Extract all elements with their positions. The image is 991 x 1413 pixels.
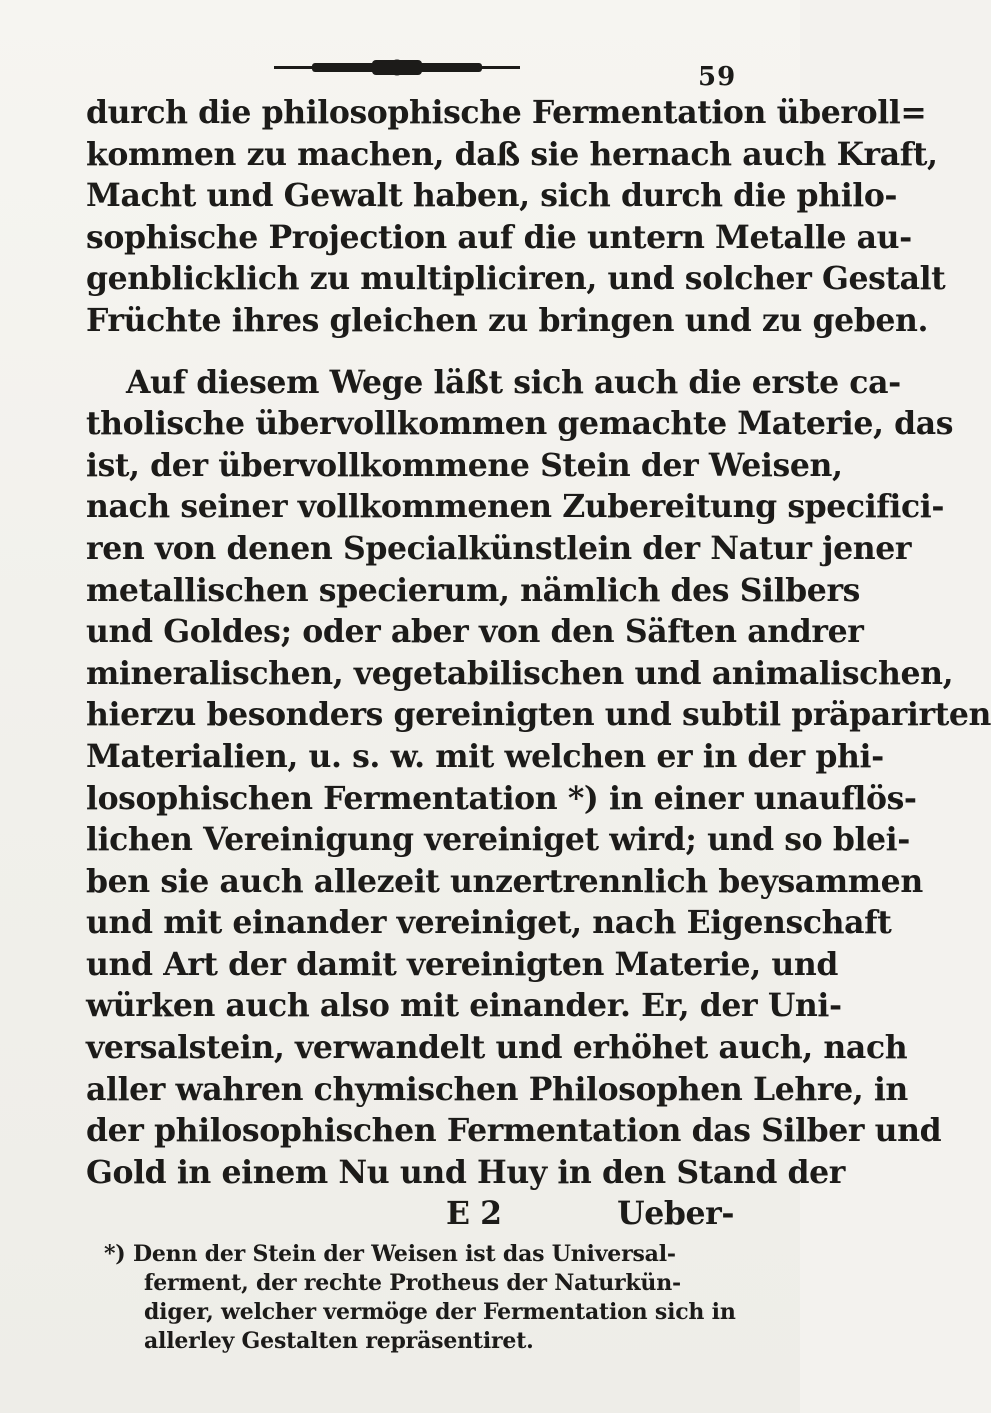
- footnote-line: diger, welcher vermöge der Fermentation sich in: [144, 1299, 736, 1325]
- text-line: aller wahren chymischen Philosophen Lehre, in: [86, 1070, 908, 1108]
- signature-line: [86, 1193, 734, 1235]
- text-line: Gold in einem Nu und Huy in den Stand der: [86, 1153, 845, 1191]
- text-line: Materialien, u. s. w. mit welchen er in der phi-: [86, 737, 884, 775]
- text-line: lichen Vereinigung vereiniget wird; und so blei-: [86, 821, 910, 859]
- text-line: hierzu besonders gereinigten und subtil präparirten: [86, 696, 991, 734]
- text-line: würken auch also mit einander. Er, der Uni-: [86, 987, 842, 1025]
- footnote-line: *) Denn der Stein der Weisen ist das Universal-: [104, 1241, 676, 1267]
- footnote: [104, 1240, 736, 1356]
- text-line: ren von denen Specialkünstlein der Natur jener: [86, 529, 912, 567]
- text-line: der philosophischen Fermentation das Silber und: [86, 1112, 942, 1150]
- paragraph-gap: [86, 342, 734, 362]
- signature-mark: E 2: [446, 1195, 502, 1233]
- text-line: und mit einander vereiniget, nach Eigenschaft: [86, 904, 892, 942]
- text-line: nach seiner vollkommenen Zubereitung specifici-: [86, 488, 945, 526]
- text-line: mineralischen, vegetabilischen und animalischen,: [86, 654, 954, 692]
- text-line: versalstein, verwandelt und erhöhet auch, nach: [86, 1029, 908, 1067]
- text-line: durch die philosophische Fermentation überoll=: [86, 94, 927, 131]
- text-line: Auf diesem Wege läßt sich auch die erste ca-: [126, 363, 901, 401]
- text-line: und Goldes; oder aber von den Säften andrer: [86, 613, 864, 651]
- text-line: und Art der damit vereinigten Materie, und: [86, 945, 838, 983]
- text-line: ist, der übervollkommene Stein der Weisen,: [86, 446, 843, 484]
- footnote-line: ferment, der rechte Protheus der Naturkün-: [144, 1270, 681, 1296]
- text-line: losophischen Fermentation *) in einer unauflös-: [86, 779, 917, 817]
- page-number: 59: [698, 62, 737, 92]
- text-line: ben sie auch allezeit unzertrennlich beysammen: [86, 862, 923, 900]
- text-line: Macht und Gewalt haben, sich durch die philo-: [86, 177, 898, 215]
- footnote-line: allerley Gestalten repräsentiret.: [144, 1328, 534, 1354]
- ornament-icon: [272, 58, 522, 78]
- text-line: tholische übervollkommen gemachte Materie, das: [86, 405, 954, 443]
- main-text: [86, 92, 991, 1235]
- text-line: genblicklich zu multipliciren, und solcher Gestalt: [86, 260, 946, 298]
- text-line: sophische Projection auf die untern Metalle au-: [86, 218, 912, 256]
- text-line: kommen zu machen, daß sie hernach auch Kraft,: [86, 135, 938, 173]
- catchword: Ueber-: [617, 1195, 734, 1233]
- text-line: metallischen specierum, nämlich des Silbers: [86, 571, 860, 609]
- text-line: Früchte ihres gleichen zu bringen und zu geben.: [86, 301, 929, 339]
